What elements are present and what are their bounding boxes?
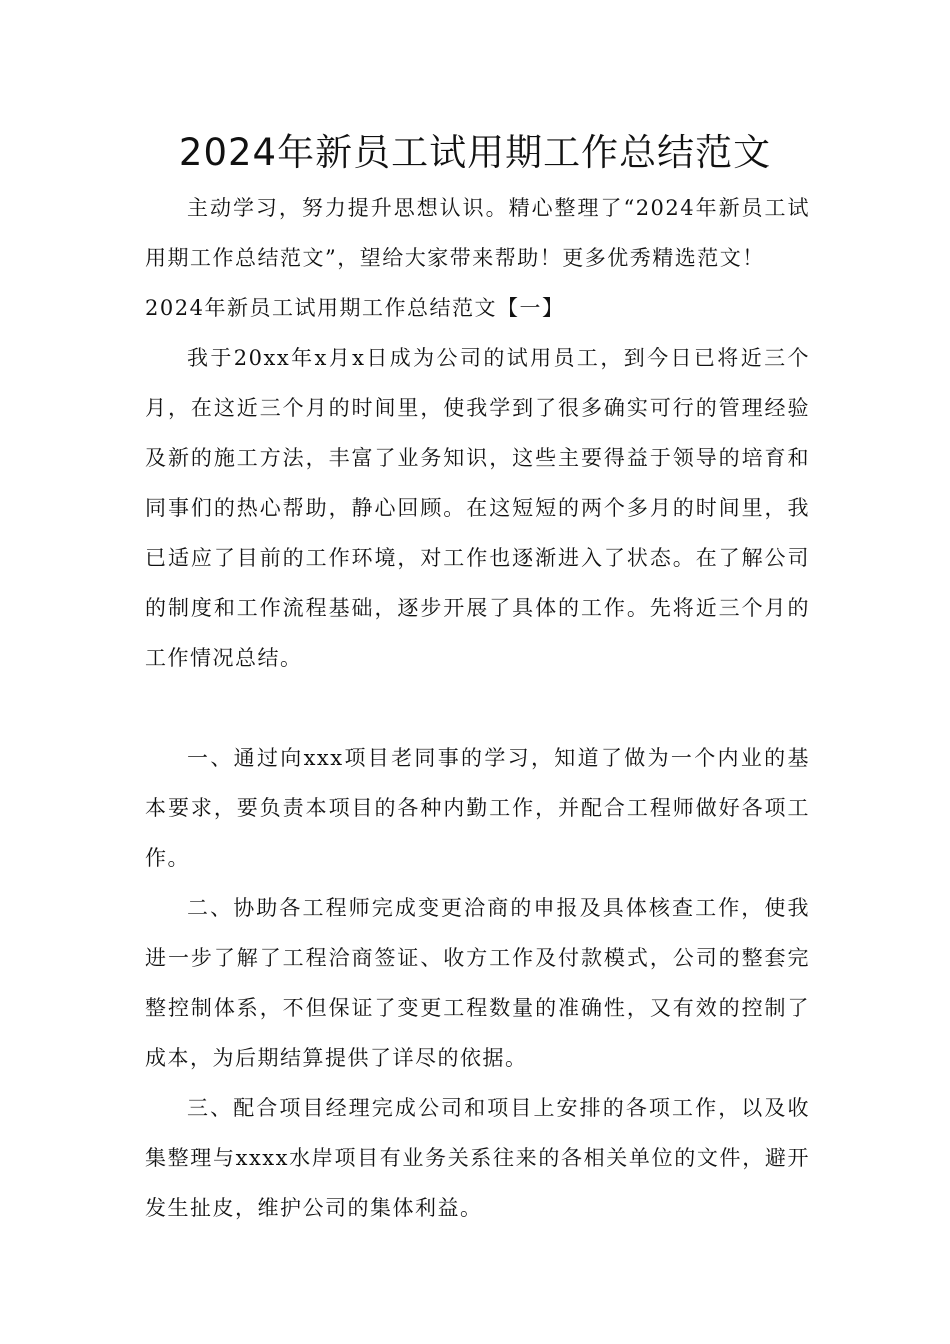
intro-paragraph: 主动学习，努力提升思想认识。精心整理了“2024年新员工试用期工作总结范文”，望给大家带来帮助！更多优秀精选范文！ — [145, 196, 810, 270]
document-title: 2024年新员工试用期工作总结范文 — [178, 131, 772, 174]
paragraph-3: 二、协助各工程师完成变更洽商的申报及具体核查工作，使我进一步了解了工程洽商签证、收方工作及付款模式，公司的整套完整控制体系，不但保证了变更工程数量的准确性，又有效的控制了成本，为后期结算提供了详尽的依据。 — [145, 896, 810, 1070]
paragraph-4: 三、配合项目经理完成公司和项目上安排的各项工作，以及收集整理与xxxx水岸项目有业务关系往来的各相关单位的文件，避开发生扯皮，维护公司的集体利益。 — [145, 1096, 810, 1220]
paragraph-2: 一、通过向xxx项目老同事的学习，知道了做为一个内业的基本要求，要负责本项目的各种内勤工作，并配合工程师做好各项工作。 — [145, 746, 810, 870]
document-body — [145, 183, 810, 1233]
section-heading: 2024年新员工试用期工作总结范文【一】 — [145, 296, 565, 320]
paragraph-1: 我于20xx年x月x日成为公司的试用员工，到今日已将近三个月，在这近三个月的时间里，使我学到了很多确实可行的管理经验及新的施工方法，丰富了业务知识，这些主要得益于领导的培育和同事们的热心帮助，静心回顾。在这短短的两个多月的时间里，我已适应了目前的工作环境，对工作也逐渐进入了状态。在了解公司的制度和工作流程基础，逐步开展了具体的工作。先将近三个月的工作情况总结。 — [145, 346, 810, 670]
blank-line — [145, 683, 810, 733]
